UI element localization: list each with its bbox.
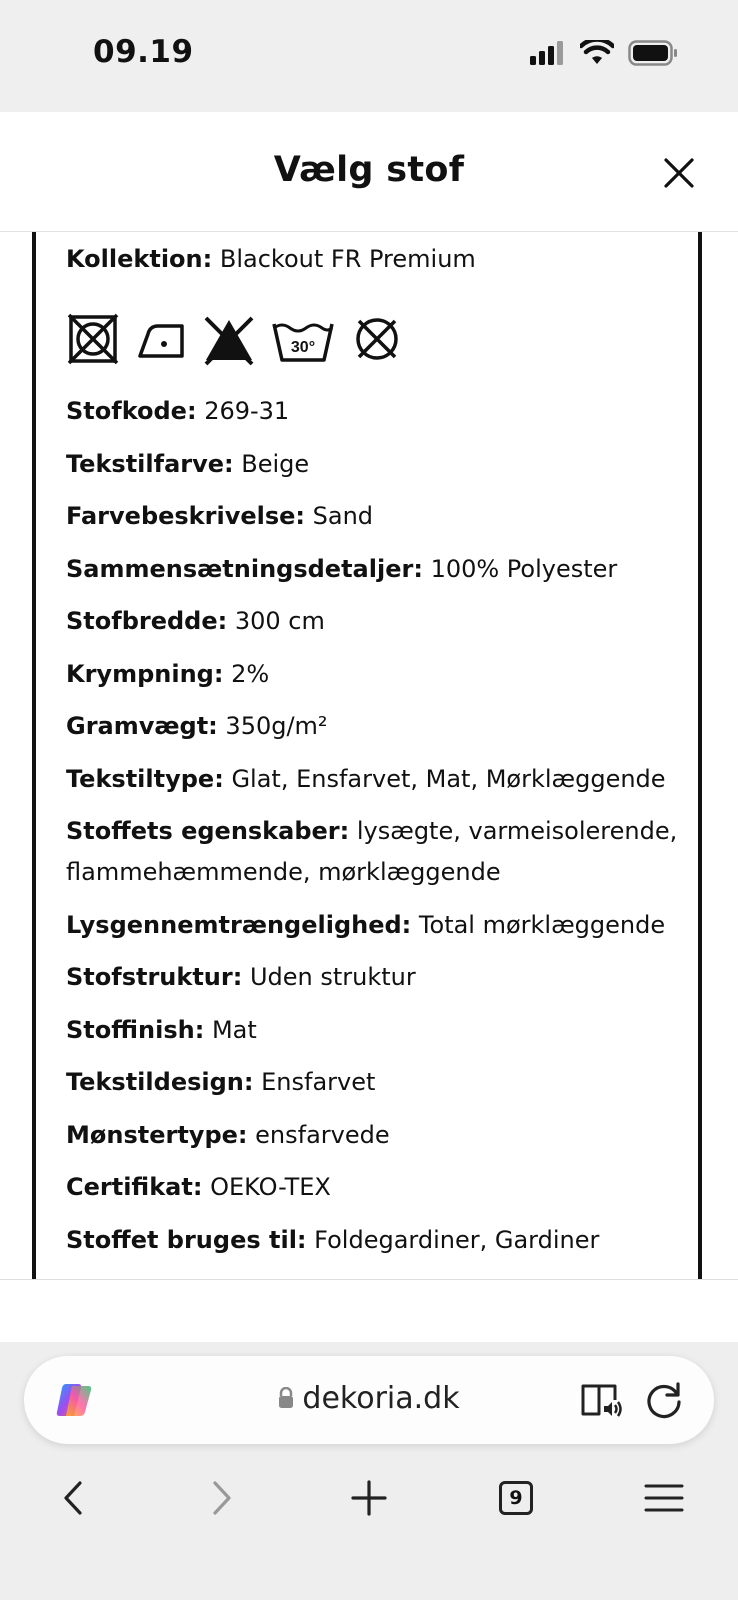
property-key: Stofkode: xyxy=(66,397,197,425)
property-value: Glat, Ensfarvet, Mat, Mørklæggende xyxy=(231,764,666,793)
reload-icon[interactable] xyxy=(644,1380,684,1420)
property-row xyxy=(66,706,686,747)
cellular-signal-icon xyxy=(530,41,566,65)
property-value: 350g/m² xyxy=(225,712,328,740)
iron-low-icon xyxy=(134,312,188,366)
property-key: Sammensætningsdetaljer: xyxy=(66,554,423,583)
fabric-details-scroll-area[interactable] xyxy=(0,232,738,1280)
property-row xyxy=(66,905,686,946)
status-time: 09.19 xyxy=(93,34,194,70)
property-value: OEKO-TEX xyxy=(210,1173,331,1201)
property-row xyxy=(66,1167,686,1208)
new-tab-button[interactable] xyxy=(341,1470,397,1526)
property-value: lysægte, varmeisolerende, flammehæmmende, mørklæggende xyxy=(66,817,678,886)
property-key: Mønstertype: xyxy=(66,1120,248,1149)
back-button[interactable] xyxy=(45,1470,101,1526)
property-value: ensfarvede xyxy=(255,1120,390,1149)
hamburger-menu-icon xyxy=(644,1483,684,1513)
property-row xyxy=(66,654,686,695)
collection-label: Kollektion: xyxy=(66,245,213,273)
property-value: Foldegardiner, Gardiner xyxy=(314,1225,600,1254)
chevron-right-icon xyxy=(210,1480,234,1516)
property-key: Stofstruktur: xyxy=(66,963,243,991)
property-key: Krympning: xyxy=(66,659,224,688)
close-icon xyxy=(660,154,698,192)
property-key: Lysgennemtrængelighed: xyxy=(66,910,412,939)
fabric-details-card xyxy=(32,232,702,1280)
no-tumble-dry-icon xyxy=(66,312,120,366)
plus-icon xyxy=(351,1480,387,1516)
property-key: Farvebeskrivelse: xyxy=(66,502,306,530)
modal-title: Vælg stof xyxy=(273,150,465,190)
forward-button[interactable] xyxy=(194,1470,250,1526)
wash-temp-label: 30° xyxy=(290,339,316,356)
property-row xyxy=(66,1220,686,1261)
menu-button[interactable] xyxy=(636,1470,692,1526)
property-key: Certifikat: xyxy=(66,1173,203,1201)
property-key: Stoffinish: xyxy=(66,1015,205,1044)
property-row xyxy=(66,496,686,537)
property-row xyxy=(66,957,686,998)
property-row xyxy=(66,1115,686,1156)
property-row xyxy=(66,811,686,893)
modal-footer-area xyxy=(0,1280,738,1342)
no-dry-clean-icon xyxy=(350,312,404,366)
browser-toolbar xyxy=(0,1342,738,1600)
property-key: Stoffets egenskaber: xyxy=(66,817,350,845)
property-row xyxy=(66,1062,686,1103)
property-key: Stoffet bruges til: xyxy=(66,1225,307,1254)
property-list xyxy=(66,391,698,1261)
status-bar xyxy=(0,0,738,112)
browser-nav-row xyxy=(0,1470,738,1526)
chevron-left-icon xyxy=(61,1480,85,1516)
property-key: Gramvægt: xyxy=(66,712,218,740)
property-row xyxy=(66,759,686,800)
property-value: 2% xyxy=(231,659,270,688)
property-value: Sand xyxy=(312,502,374,530)
wifi-icon xyxy=(580,40,614,66)
property-value: Ensfarvet xyxy=(261,1068,376,1096)
collection-value: Blackout FR Premium xyxy=(219,245,476,273)
lock-icon xyxy=(278,1387,294,1409)
close-button[interactable] xyxy=(660,154,698,192)
address-bar[interactable] xyxy=(24,1356,714,1444)
reader-mode-icon[interactable] xyxy=(580,1380,624,1420)
property-value: Total mørklæggende xyxy=(418,910,666,939)
property-row xyxy=(66,444,686,485)
property-value: Uden struktur xyxy=(249,963,416,991)
property-value: Beige xyxy=(241,449,310,478)
battery-icon xyxy=(628,40,678,66)
property-row xyxy=(66,391,686,432)
no-bleach-icon xyxy=(202,312,256,366)
care-icons xyxy=(66,309,698,369)
collection-line xyxy=(66,239,698,279)
property-key: Tekstilfarve: xyxy=(66,449,234,478)
property-key: Stofbredde: xyxy=(66,607,228,635)
url-text: dekoria.dk xyxy=(302,1381,460,1416)
tabs-button[interactable] xyxy=(488,1470,544,1526)
property-value: 100% Polyester xyxy=(430,554,618,583)
tab-count: 9 xyxy=(499,1481,533,1515)
wash-30-icon xyxy=(270,312,336,366)
property-row xyxy=(66,601,686,642)
property-value: 300 cm xyxy=(234,607,325,635)
property-row xyxy=(66,1010,686,1051)
property-value: 269-31 xyxy=(204,397,290,425)
status-icons xyxy=(530,40,678,66)
property-value: Mat xyxy=(211,1015,257,1044)
property-key: Tekstiltype: xyxy=(66,764,224,793)
modal-header xyxy=(0,112,738,232)
property-key: Tekstildesign: xyxy=(66,1068,254,1096)
property-row xyxy=(66,549,686,590)
